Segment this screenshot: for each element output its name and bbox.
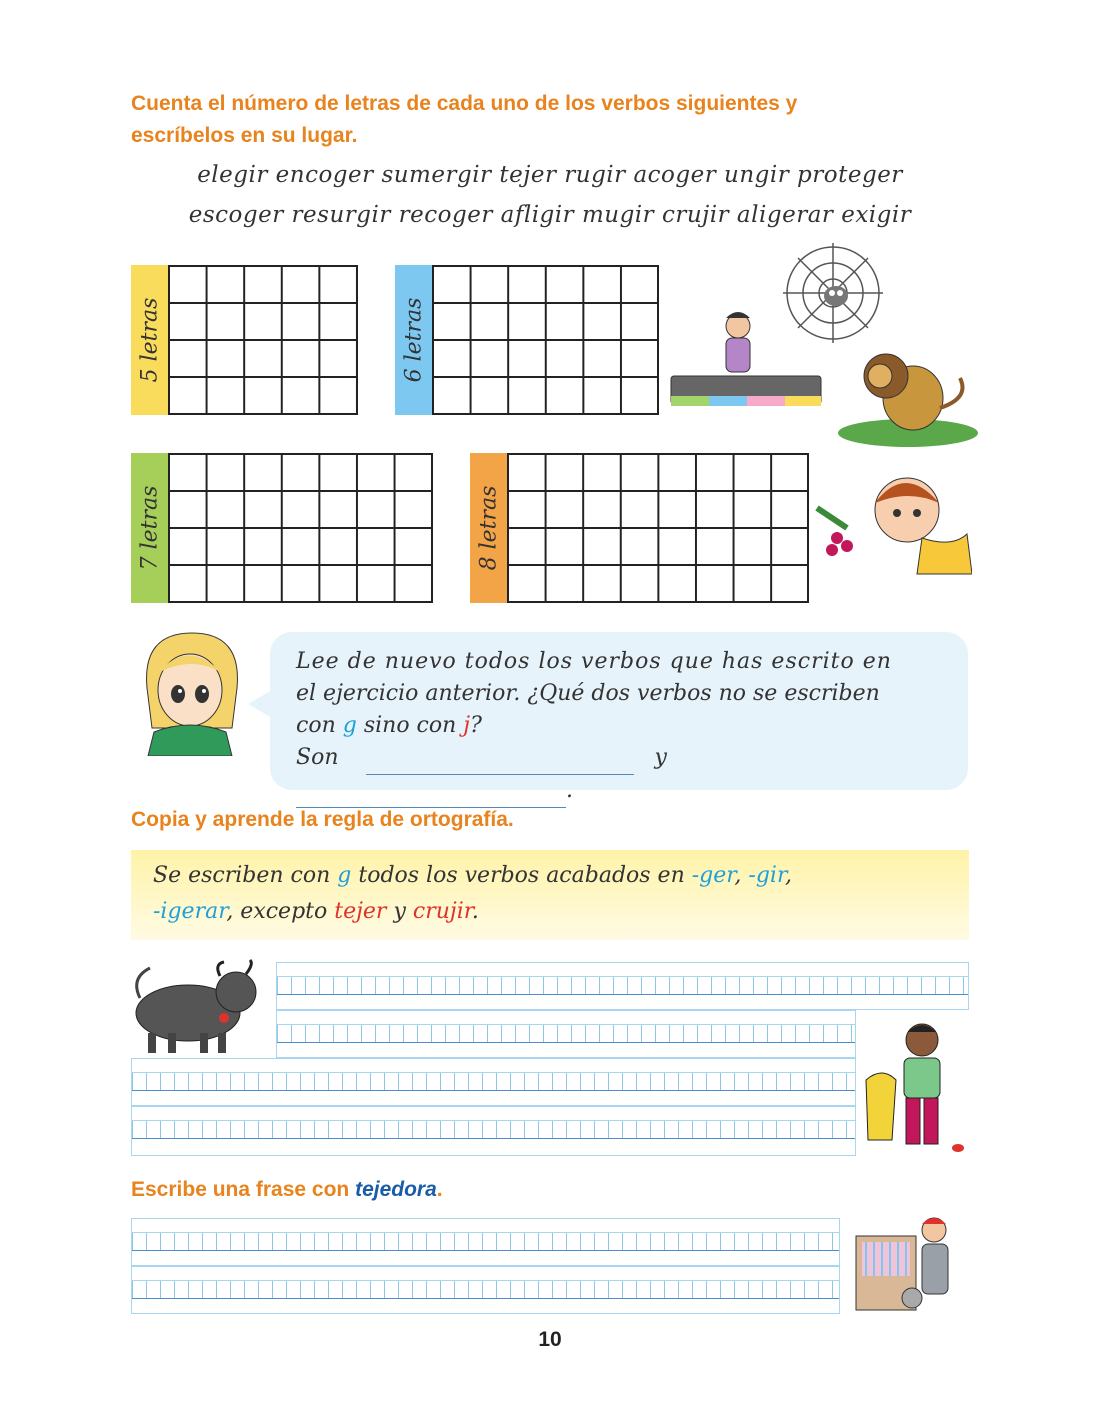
writing-lines-5[interactable] [131, 1218, 840, 1266]
exercise1-title-line1: Cuenta el número de letras de cada uno de los verbos siguientes y [131, 92, 798, 115]
tab-7-letras [131, 453, 168, 603]
tab-6-letras [395, 265, 432, 415]
weaver-loom-icon [852, 1210, 962, 1314]
bubble-line2: el ejercicio anterior. ¿Qué dos verbos no se escriben [296, 681, 880, 706]
writing-lines-3[interactable] [131, 1058, 856, 1106]
lion-icon [838, 354, 978, 447]
tab-label: 5 letras [137, 297, 162, 383]
writing-lines-4[interactable] [131, 1106, 856, 1156]
exercise1-title [131, 88, 797, 152]
boy-picking-berries-icon [812, 468, 972, 578]
girl-icon [132, 628, 242, 756]
bubble-line4: Son y . [296, 742, 956, 808]
exercise1-title-line2: escríbelos en su lugar. [131, 124, 358, 147]
tab-label: 8 letras [476, 485, 501, 571]
grid-6-letras[interactable] [432, 265, 659, 415]
illustrations-top-right [668, 238, 978, 453]
bubble-line1: Lee de nuevo todos los verbos que has escrito en [296, 649, 892, 674]
man-with-bag-icon [862, 1020, 972, 1156]
exercise2-title: Copia y aprende la regla de ortografía. [131, 808, 514, 831]
grid-8-letras[interactable] [507, 453, 809, 603]
speech-bubble-tail [248, 690, 272, 718]
verbs-line2: escoger resurgir recoger afligir mugir crujir aligerar exigir [188, 202, 912, 228]
writing-lines-6[interactable] [131, 1266, 840, 1314]
tab-label: 6 letras [401, 297, 426, 383]
grid-5-letras[interactable] [168, 265, 358, 415]
bull-icon [128, 958, 273, 1056]
writing-lines-2[interactable] [276, 1010, 856, 1058]
rule-text: Se escriben con g todos los verbos acabados en -ger, -gir, -igerar, excepto tejer y crujir. [153, 863, 793, 924]
tab-5-letras [131, 265, 168, 415]
boy-with-trays-icon [671, 312, 821, 406]
verbs-line1: elegir encoger sumergir tejer rugir acoger ungir proteger [197, 162, 903, 188]
grid-7-letras[interactable] [168, 453, 433, 603]
word-tejedora: tejedora [355, 1178, 437, 1201]
letter-g: g [342, 713, 357, 738]
tab-8-letras [470, 453, 507, 603]
answer-blank-1[interactable] [366, 742, 634, 775]
exercise3-title: Escribe una frase con tejedora. [131, 1178, 443, 1201]
writing-lines-1[interactable] [276, 962, 969, 1010]
bubble-line3: con g sino con j? [296, 713, 482, 738]
letter-j: j [463, 713, 471, 738]
page-number: 10 [538, 1328, 562, 1351]
tab-label: 7 letras [137, 485, 162, 571]
speech-bubble-text [296, 646, 956, 808]
spider-icon [824, 286, 848, 306]
